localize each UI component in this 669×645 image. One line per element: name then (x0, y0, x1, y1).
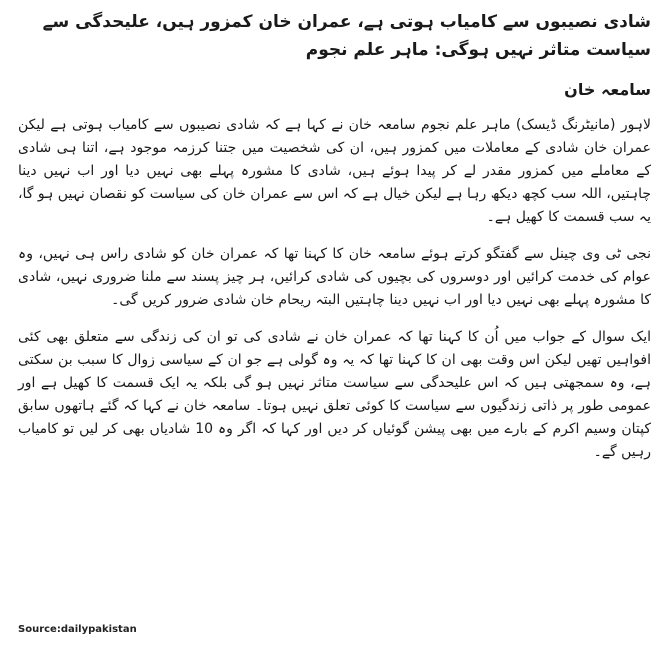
source-credit: Source:dailypakistan (18, 624, 137, 635)
paragraph-2: نجی ٹی وی چینل سے گفتگو کرتے ہوئے سامعہ خان کا کہنا تھا کہ عمران خان کو شادی راس ہی نہیں، وہ عوام کی خدمت کرائیں اور دوسروں کی بچیوں کی شادی کرائیں، ہر چیز پسند سے ملنا ضروری نہیں، شادی کا مشورہ پہلے بھی نہیں دیا اور اب نہیں دینا چاہتیں البتہ ریحام خان شادی ضرور کریں گی۔ (18, 246, 651, 308)
headline: شادی نصیبوں سے کامیاب ہوتی ہے، عمران خان کمزور ہیں، علیحدگی سے سیاست متاثر نہیں ہوگی: ماہر علم نجوم (42, 12, 651, 60)
paragraph-3: ایک سوال کے جواب میں اُن کا کہنا تھا کہ عمران خان نے شادی کی تو ان کی زندگی سے متعلق بھی کئی افواہیں تھیں لیکن اس وقت بھی ان کا کہنا تھا کہ یہ وہ گولی ہے جو ان کے سیاسی زوال کا سبب بن سکتی ہے، وہ سمجھتی ہیں کہ اس علیحدگی سے سیاست متاثر نہیں ہو گی بلکہ یہ ایک قسمت کا کھیل ہے اور عمومی طور پر ذاتی زندگیوں سے سیاست کا کوئی تعلق نہیں ہوتا۔ سامعہ خان نے کہا کہ گئے ہاتھوں سابق کپتان وسیم اکرم کے بارے میں بھی پیشن گوئیاں کر دیں اور کہا کہ اگر وہ 10 شادیاں بھی کر لیں تو کامیاب رہیں گے۔ (18, 329, 651, 460)
byline: سامعہ خان (564, 80, 651, 99)
paragraph-1: لاہور (مانیٹرنگ ڈیسک) ماہر علم نجوم سامعہ خان نے کہا ہے کہ شادی نصیبوں سے کامیاب ہوتی ہے لیکن عمران خان شادی کے معاملات میں کمزور ہیں، ان کی شخصیت میں جتنا کرزمہ موجود ہے، اتنا ہی شادی کے معاملے میں کمزور مقدر لے کر پیدا ہوئے ہیں، شادی کا مشورہ پہلے بھی نہیں دیا اور اب نہیں دینا چاہتیں، اللہ سب کچھ دیکھ رہا ہے لیکن خیال ہے کہ اس سے عمران خان کی سیاست کو نقصان نہیں ہو گا، یہ سب قسمت کا کھیل ہے۔ (18, 117, 651, 225)
